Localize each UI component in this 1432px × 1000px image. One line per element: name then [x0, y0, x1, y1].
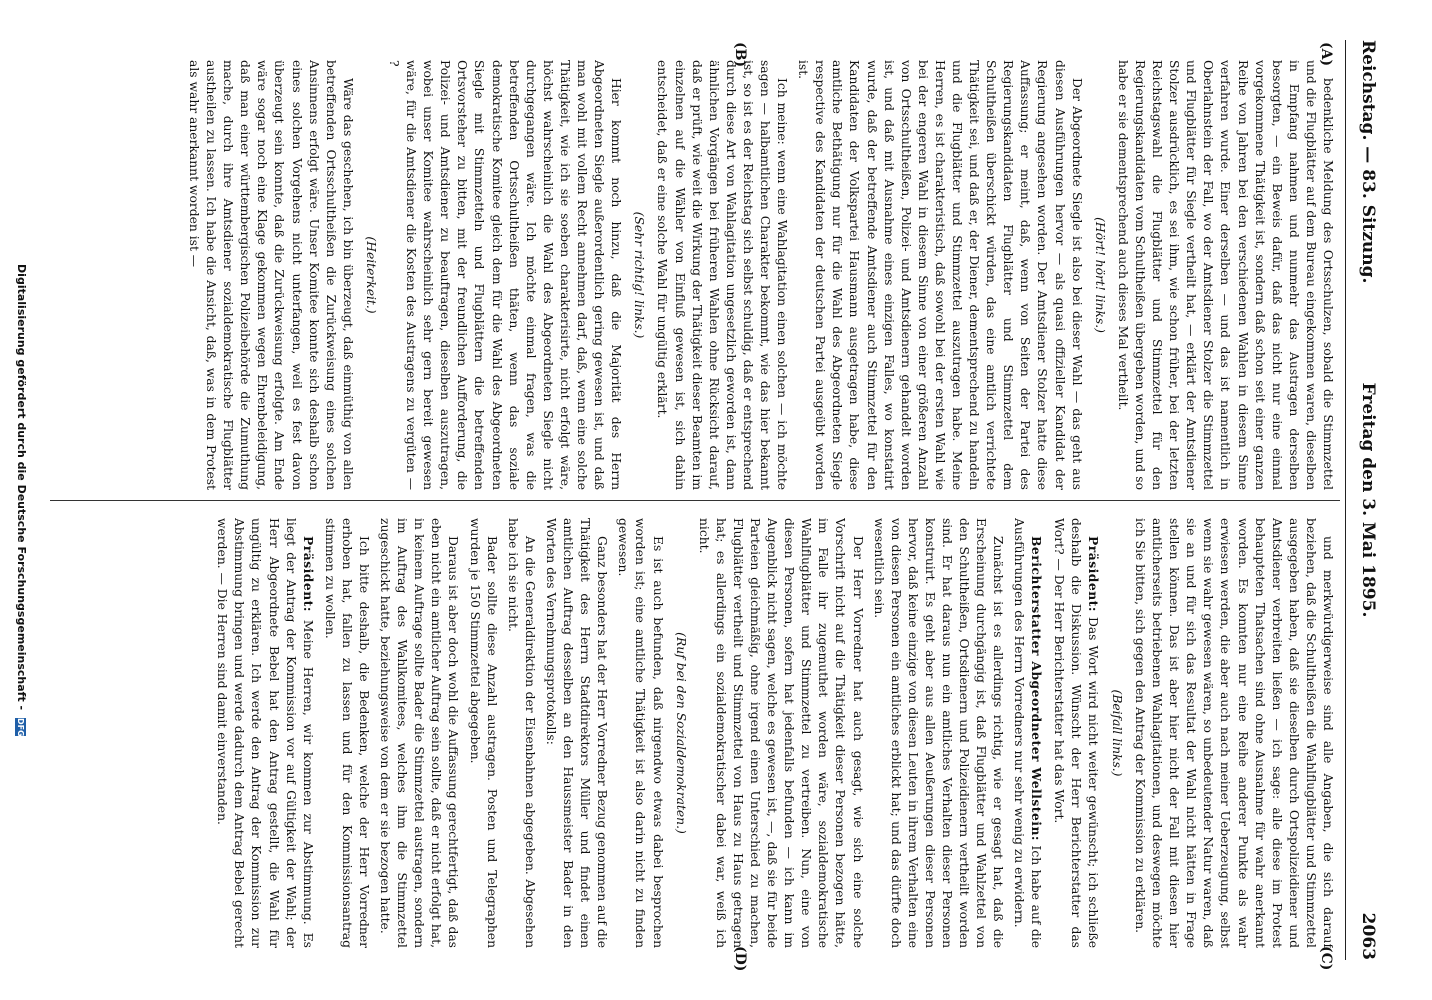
paragraph-text: (Hört! hört! links.)	[1092, 217, 1107, 333]
paragraph	[1050, 518, 1102, 948]
paragraph	[1114, 60, 1336, 490]
paragraph	[794, 60, 1085, 490]
header-rule	[1345, 40, 1346, 960]
right-text-column	[56, 518, 1336, 948]
paragraph	[870, 518, 1007, 948]
margin-marker-c: (C)	[1318, 946, 1334, 971]
paragraph	[376, 518, 461, 948]
speaker-name: Präsident:	[1085, 536, 1101, 612]
paragraph	[504, 518, 538, 948]
paragraph-text: Ich meine: wenn eine Wahlagitation einen solchen — ich möchte sagen — halbamtlichen Charakter bekommt, wie das hier bekannt ist, so ist es der Reichstag sich selbst schuldig, daß er entsprechend durch diese Art von Wahlagitation ungesetzlich geworden ist, dann ähnlichen Vorgängen bei früheren Wahlen ohne Rücksicht darauf, daß er prüft, wie weit die Wirkung der Thätigkeit dieser Beamten im einzelnen auf die Wähler von Einfluß gewesen ist, sich dahin entscheidet, daß er eine solche Wahl für ungültig erklärt.	[655, 60, 790, 490]
paragraph-text: (Heiterkeit.)	[363, 236, 378, 314]
paragraph-text: bedenkliche Meldung des Ortsschulzen, sobald die Stimmzettel und die Flugblätter auf dem Bureau eingekommen waren, dieselben in Empfang nahmen und nunmehr das Austragen derselben besorgten, — ein Beweis dafür, daß das nicht nur eine einmal vorgekommene Thätigkeit ist, sondern daß schon seit einer ganzen Reihe von Jahren bei den verschiedenen Wahlen in diesem Sinne verfahren wurde. Einer derselben — und das ist namentlich in Oberlahnstein der Fall, wo der Amtsdiener Stolzer die Stimmzettel und Flugblätter für Siegle vertheilt hat, — erklärt der Amtsdiener Stolzer ausdrücklich, es sei ihm, wie schon früher, bei der letzten Reichstagswahl die Flugblätter und Stimmzettel für den Regierungskandidaten vom Schultheißen übergeben worden, und so habe er sie dementsprechend auch dieses Mal vertheilt.	[1115, 60, 1335, 490]
paragraph	[185, 60, 356, 490]
paragraph-text: Wäre das geschehen, ich bin überzeugt, daß einmüthig von allen betreffenden Ortsschultheißen die Zurückweisung eines solchen Ansinnens erfolgt wäre. Unser Komitee konnte sich deshalb schon eines solchen Vorgehens nicht unterfangen, weil es fest davon überzeugt sein konnte, daß die Zurückweisung erfolgte. Am Ende wäre sogar noch eine Klage gekommen wegen Ehrenbeleidigung, daß man einer württembergischen Polizeibehörde die Zumuthung mache, durch ihre Amtsdiener sozialdemokratische Flugblätter austheilen zu lassen. Ich habe die Ansicht, daß, was in dem Protest als wahr anerkannt worden ist —	[187, 60, 355, 490]
margin-marker-d: (D)	[732, 946, 748, 972]
paragraph-text: Ich bitte deshalb, die Bedenken, welche der Herr Vorredner erhoben hat, fallen zu lassen und für den Kommissionsantrag stimmen zu wollen.	[322, 518, 372, 948]
paragraph-text: Zunächst ist es allerdings richtig, wie er gesagt hat, daß die Erscheinung durchgängig ist, daß Flugblätter und Wahlzettel von den Schultheißen, Ortsdienern und Polizeidienern vertheilt worden sind. Er hat daraus nun ein amtliches Verhalten dieser Personen konstruirt. Es geht aber aus allen Aeußerungen dieser Personen hervor, daß keine einzige von diesen Leuten in ihrem Verhalten eine von diesen Personen ein amtliches erblickt hat; und das dürfte doch wesentlich sein.	[871, 518, 1006, 948]
paragraph-text: Daraus ist aber doch wohl die Auffassung gerechtfertigt, daß das eben nicht ein amtlicher Auftrag sein sollte, daß er nicht erfolgt hat, in keinem Auftrage sollte Bader die Stimmzettel austragen, sondern im Auftrag des Wahlkomitees, welches ihm die Stimmzettel zugeschickt hatte, beziehungsweise von dem er sie bezogen hatte.	[378, 518, 461, 948]
paragraph-text: Das Wort wird nicht weiter gewünscht; ich schließe deshalb die Diskussion. Wünscht der Herr Berichterstatter das Wort? — Der Herr Berichterstatter hat das Wort.	[1051, 518, 1100, 948]
paragraph-text: An die Generaldirektion der Eisenbahnen abgegeben. Abgesehen habe ich sie nicht.	[505, 518, 537, 948]
stage-direction	[362, 60, 379, 490]
column-divider	[50, 500, 1340, 501]
paragraph-text: Meine Herren, wir kommen zur Abstimmung. Es liegt der Antrag der Kommission vor auf Gültigkeit der Wahl; der Herr Abgeordnete Bebel hat den Antrag gestellt, die Wahl für ungültig zu erklären. Ich werde den Antrag der Kommission zur Abstimmung bringen und werde dadurch dem Antrag Bebel gerecht werden. — Die Herren sind damit einverstanden.	[215, 518, 315, 948]
footer-credit: Digitalisierung gefördert durch die Deutsche Forschungsgemeinschaft -	[15, 264, 28, 711]
paragraph	[695, 518, 866, 948]
margin-marker-a: (A)	[1318, 42, 1334, 67]
digitization-footer	[8, 0, 28, 1000]
paragraph-text: Es ist auch befunden, daß nirgendwo etwas dabei besprochen worden ist; eine amtliche Thätigkeit ist also darin nicht zu finden gewesen.	[616, 518, 665, 948]
paragraph	[614, 518, 665, 948]
paragraph-text: und merkwürdigerweise sind alle Angaben, die sich darauf beziehen, daß die Schultheißen die Wahlflugblätter und Stimmzettel ausgegeben haben, daß sie dieselben durch Ortspolizeidiener und Amtsdiener verbreiten ließen — ich sage: alle diese im Protest behaupteten Thatsachen sind ohne Ausnahme für wahr anerkannt worden. Es konnten nur eine Reihe anderer Punkte als wahr erwiesen werden, die aber auch nach meiner Ueberzeugung, selbst wenn sie wahr gewesen wären, so unbedeutender Natur waren, daß sie an und für sich das Resultat der Wahl nicht hätten in Frage stellen können. Das ist aber hier nicht der Fall mit diesen hier amtlicherseits betriebenen Wahlagitationen, und deswegen möchte ich Sie bitten, sich gegen den Antrag der Kommission zu erklären.	[1132, 518, 1335, 948]
page-header	[1350, 40, 1378, 960]
left-text-column	[56, 60, 1336, 490]
paragraph	[466, 518, 500, 948]
paragraph-text: Ganz besonders hat der Herr Vorredner Bezug genommen auf die Thätigkeit des Herrn Stadtdirektors Müller und findet einen amtlichen Auftrag desselben an den Haussmeister Bader in den Worten des Vernehmungsprotokolls:	[543, 518, 610, 948]
paragraph-text: (Sehr richtig! links.)	[632, 211, 647, 339]
paragraph	[385, 60, 624, 490]
header-date: Freitag den 3. Mai 1895.	[1358, 382, 1378, 618]
stage-direction	[1108, 518, 1125, 948]
stage-direction	[672, 518, 689, 948]
paragraph-text: Der Herr Vorredner hat auch gesagt, wie sich eine solche Vorschrift nicht auf die Thätigkeit dieser Personen bezogen hätte, im Falle ihr zugemuthet worden wäre, sozialdemokratische Wahlflugblätter und Stimmzettel zu vertreiben. Nun, eine von diesen Personen, sofern hat jedenfalls befunden — ich kann im Augenblick nicht sagen, welche es gewesen ist, —, daß sie für beide Parteien gleichmäßig, ohne irgend einen Unterschied zu machen, Flugblätter vertheilt und Stimmzettel von Haus zu Haus getragen hat; es allerdings ein sozialdemokratischer dabei war, weiß ich nicht.	[696, 518, 865, 948]
paragraph-text: (Beifall links.)	[1109, 689, 1124, 777]
paragraph	[653, 60, 790, 490]
margin-marker-b: (B)	[732, 42, 748, 68]
paragraph-text: Hier kommt noch hinzu, daß die Majorität des Herrn Abgeordneten Siegle außerordentlich gering gewesen ist, und daß man wohl mit vollem Recht annehmen darf, daß, wenn eine solche Thätigkeit, wie ich sie soeben charakterisirte, nicht erfolgt wäre, höchst wahrscheinlich die Wahl des Abgeordneten Siegle nicht durchgegangen wäre. Ich möchte einmal fragen, was die betreffenden Ortsschultheißen thäten, wenn das soziale demokratische Komitee gleich dem für die Wahl des Abgeordneten Siegle mit Stimmzetteln und Flugblättern die betreffenden Ortsvorsteher zu bitten, mit der freundlichen Aufforderung, die Polizei- und Amtsdiener zu beauftragen, dieselben auszutragen, wobei unser Komitee wahrscheinlich sehr gern bereit gewesen wäre, für die Amtsdiener die Kosten des Austragens zu vergüten — ?	[387, 60, 624, 490]
paragraph	[213, 518, 317, 948]
paragraph	[542, 518, 610, 948]
paragraph-text: (Ruf bei den Sozialdemokraten.)	[673, 632, 688, 834]
paragraph	[1131, 518, 1336, 948]
stage-direction	[1091, 60, 1108, 490]
paragraph	[1010, 518, 1045, 948]
stage-direction	[630, 60, 647, 490]
paragraph-text: Der Abgeordnete Siegle ist also bei dieser Wahl — das geht aus diesen Ausführungen hervor — als quasi offizieller Kandidat der Regierung angesehen worden. Der Amtsdiener Stolzer hatte diese Auffassung; er meint, daß, wenn von Seiten der Partei des Regierungskandidaten Flugblätter und Stimmzettel dem Schultheißen überschickt würden, das eine amtlich verrichtete Thätigkeit sei, und daß er, der Diener, dementsprechend zu handeln und die Flugblätter und Stimmzettel auszutragen habe. Meine Herren, es ist charakteristisch, daß sowohl bei der ersten Wahl wie bei der engeren Wahl in diesem Sinne von einer größeren Anzahl von Ortsschultheißen, Polizei- und Amtsdienern gehandelt worden ist, und daß mit Ausnahme eines einzigen Falles, wo konstatirt wurde, daß der betreffende Amtsdiener auch Stimmzettel für den Kandidaten der Volkspartei Hausmann ausgetragen habe, diese amtliche Bethätigung nur für die Wahl des Abgeordneten Siegle respective des Kandidaten der deutschen Partei ausgeübt worden ist.	[796, 60, 1084, 490]
header-page-number: 2063	[1358, 912, 1378, 960]
paragraph-text: Bader sollte diese Anzahl austragen. Posten und Telegraphen wurden je 150 Stimmzettel abgegeben.	[467, 518, 499, 948]
speaker-name: Berichterstatter Abgeordneter Wellstein:	[1029, 536, 1045, 841]
paragraph	[321, 518, 372, 948]
header-session: Reichstag. — 83. Sitzung.	[1358, 40, 1378, 284]
paragraph-text: Ich habe auf die Ausführungen des Herrn Vorredners nur sehr wenig zu erwidern.	[1012, 518, 1044, 948]
speaker-name: Präsident:	[300, 536, 316, 612]
dfg-logo: DFG	[16, 717, 26, 737]
